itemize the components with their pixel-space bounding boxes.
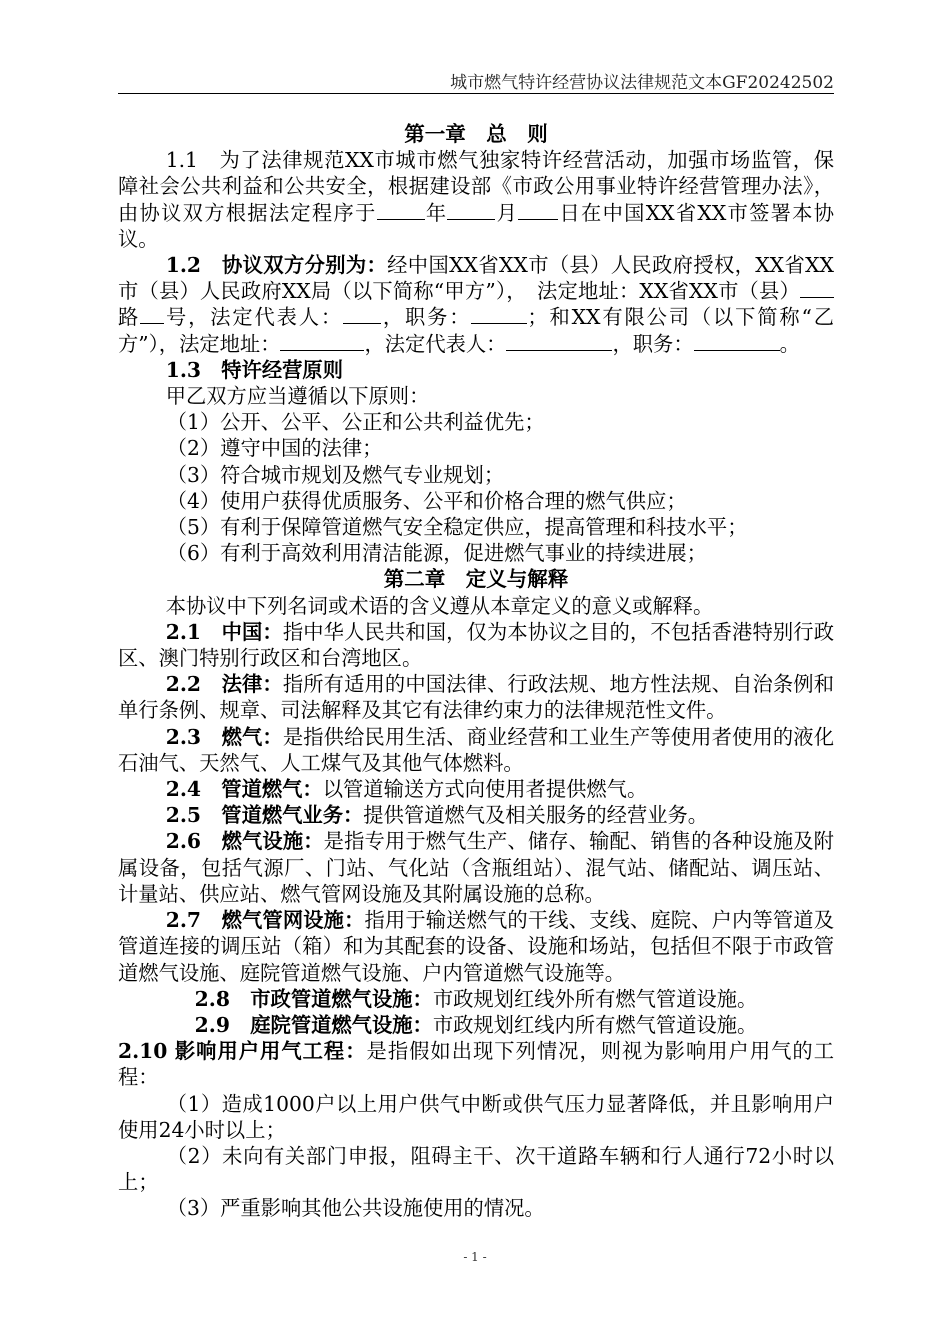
definition-2-5 <box>118 802 834 828</box>
def-term: 庭院管道燃气设施： <box>250 1012 433 1037</box>
def-number: 2.7 <box>165 908 201 933</box>
definition-2-10 <box>118 1038 834 1090</box>
blank-rep-b <box>506 331 612 351</box>
def-number: 2.10 <box>118 1039 168 1064</box>
def-text: 指中华人民共和国，仅为本协议之目的，不包括香港特别行政区、澳门特别行政区和台湾地区。 <box>118 619 834 671</box>
running-header: 城市燃气特许经营协议法律规范文本GF20242502 <box>450 73 834 93</box>
def-term: 法律： <box>221 672 283 697</box>
def-number: 2.8 <box>194 986 230 1011</box>
impact-item: （2）未向有关部门申报，阻碍主干、次干道路车辆和行人通行72小时以上； <box>118 1143 834 1195</box>
blank-number <box>140 304 164 324</box>
def-number: 2.3 <box>165 724 201 749</box>
def-number: 2.5 <box>165 803 201 828</box>
def-text: 指所有适用的中国法律、行政法规、地方性法规、自治条例和单行条例、规章、司法解释及其它有法律约束力的法律规范性文件。 <box>118 672 834 723</box>
principle-item: （6）有利于高效利用清洁能源，促进燃气事业的持续进展； <box>166 541 707 566</box>
chapter-1-title: 第一章 总 则 <box>404 122 548 146</box>
def-text: 提供管道燃气及相关服务的经营业务。 <box>363 803 709 828</box>
def-term: 管道燃气： <box>221 777 323 802</box>
def-text: 是指专用于燃气生产、储存、输配、销售的各种设施及附属设备，包括气源厂、门站、气化站（含瓶组站）、混气站、储配站、调压站、计量站、供应站、燃气管网设施及其附属设施的总称。 <box>118 829 834 906</box>
definition-2-4 <box>118 776 834 802</box>
def-number: 2.6 <box>165 829 201 854</box>
def-number: 2.9 <box>194 1012 230 1037</box>
blank-day <box>518 200 558 220</box>
blank-rep-a <box>343 304 381 324</box>
def-number: 2.1 <box>165 619 201 644</box>
clause-number: 1.2 <box>165 253 201 278</box>
definition-2-2 <box>118 671 834 723</box>
clause-1-1 <box>118 147 834 252</box>
clause-number: 1.3 <box>165 357 201 382</box>
def-text: 指用于输送燃气的干线、支线、庭院、户内等管道及管道连接的调压站（箱）和为其配套的设备、设施和场站，包括但不限于市政管道燃气设施、庭院管道燃气设施、户内管道燃气设施等。 <box>118 908 834 985</box>
def-term: 市政管道燃气设施： <box>250 986 433 1011</box>
definition-2-3 <box>118 724 834 776</box>
road-label: 路 <box>118 305 141 330</box>
document-body <box>118 121 834 1222</box>
def-term: 管道燃气业务： <box>221 803 364 828</box>
month-label: 月 <box>495 200 519 225</box>
def-text: 市政规划红线内所有燃气管道设施。 <box>432 1012 758 1037</box>
def-term: 燃气管网设施： <box>221 908 365 933</box>
def-number: 2.2 <box>165 672 201 697</box>
clause-label: 协议双方分别为： <box>222 253 388 278</box>
definition-2-6 <box>118 828 834 907</box>
page-number: - 1 - <box>463 1250 487 1264</box>
def-term: 燃气设施： <box>221 829 324 854</box>
position-label-b: ，职务： <box>612 331 694 356</box>
principle-item: （1）公开、公平、公正和公共利益优先； <box>166 410 545 435</box>
clause-number: 1.1 <box>165 148 198 173</box>
position-label-a: ，职务： <box>381 305 472 330</box>
clause-text: 为了法律规范XX市城市燃气独家特许经营活动，加强市场监管，保障社会公共利益和公共安全，根据建设部《市政公用事业特许经营管理办法》，由协议双方根据法定程序于 <box>118 148 834 225</box>
blank-road <box>800 278 834 298</box>
impact-item: （3）严重影响其他公共设施使用的情况。 <box>166 1196 545 1221</box>
clause-1-2 <box>118 252 834 357</box>
day-text: 日在中国XX省XX市签署本协议。 <box>118 200 834 251</box>
header-rule <box>118 93 834 94</box>
impact-item: （1）造成1000户以上用户供气中断或供气压力显著降低，并且影响用户使用24小时以上； <box>118 1091 834 1142</box>
principle-item: （3）符合城市规划及燃气专业规划； <box>166 462 505 487</box>
def-text: 是指假如出现下列情况，则视为影响用户用气的工程： <box>118 1039 834 1090</box>
rep-label-a: 号，法定代表人： <box>164 305 343 330</box>
principle-item: （2）遵守中国的法律； <box>166 436 383 461</box>
def-text: 以管道输送方式向使用者提供燃气。 <box>322 777 648 802</box>
clause-1-3 <box>118 357 834 383</box>
principles-intro: 甲乙双方应当遵循以下原则： <box>165 384 430 409</box>
clause-end: 。 <box>779 331 800 356</box>
def-number: 2.4 <box>165 777 201 802</box>
clause-text: 经中国XX省XX市（县）人民政府授权，XX省XX市（县）人民政府XX局（以下简称“甲方”）， 法定地址：XX省XX市（县） <box>118 253 834 304</box>
definitions-intro: 本协议中下列名词或术语的含义遵从本章定义的意义或解释。 <box>165 593 714 618</box>
definition-2-9 <box>118 1012 834 1038</box>
blank-month <box>447 200 495 220</box>
def-term: 影响用户用气工程： <box>174 1039 367 1064</box>
def-term: 中国： <box>221 619 283 644</box>
year-label: 年 <box>424 200 448 225</box>
definition-2-8 <box>118 986 834 1012</box>
def-text: 市政规划红线外所有燃气管道设施。 <box>432 986 758 1011</box>
def-term: 燃气： <box>221 724 283 749</box>
definition-2-1 <box>118 619 834 671</box>
chapter-2-title: 第二章 定义与解释 <box>383 567 569 592</box>
definition-2-7 <box>118 907 834 986</box>
clause-label: 特许经营原则 <box>221 357 343 382</box>
party-b-text: ；和XX有限公司（以下简称“乙方”），法定地址： <box>118 305 834 356</box>
rep-label-b: ，法定代表人： <box>364 331 507 356</box>
blank-position-a <box>471 304 527 324</box>
def-text: 是指供给民用生活、商业经营和工业生产等使用者使用的液化石油气、天然气、人工煤气及其他气体燃料。 <box>118 724 834 775</box>
blank-position-b <box>694 331 780 351</box>
blank-address-b <box>280 331 364 351</box>
principle-item: （5）有利于保障管道燃气安全稳定供应，提高管理和科技水平； <box>166 515 748 540</box>
blank-year <box>377 200 425 220</box>
principle-item: （4）使用户获得优质服务、公平和价格合理的燃气供应； <box>166 488 687 513</box>
